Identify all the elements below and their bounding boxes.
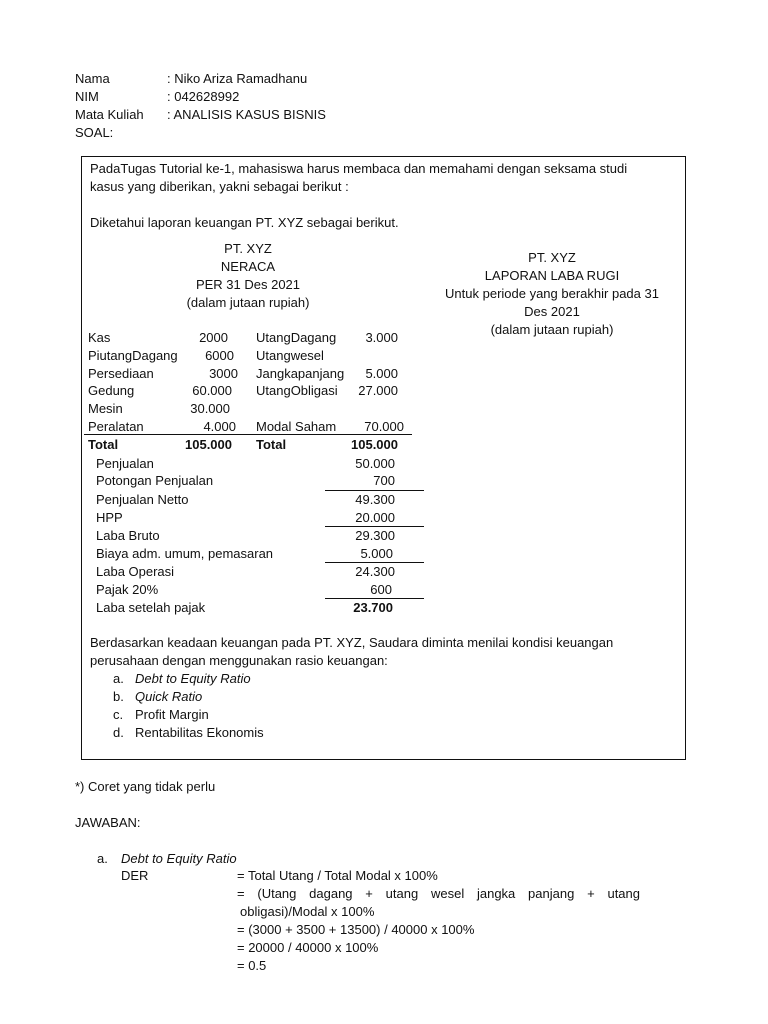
answer-title: Debt to Equity Ratio	[121, 851, 237, 866]
intro-line-1: PadaTugas Tutorial ke-1, mahasiswa harus membaca dan memahami dengan seksama studi	[90, 161, 628, 176]
asset-value: 30.000	[190, 401, 230, 416]
asset-label: Gedung	[88, 383, 135, 398]
income-value: 5.000	[360, 546, 393, 561]
task-line-1: Berdasarkan keadaan keuangan pada PT. XYZ, Saudara diminta menilai kondisi keuangan	[90, 635, 614, 650]
label-mata-kuliah: Mata Kuliah	[75, 107, 144, 122]
income-label: Biaya adm. umum, pemasaran	[96, 546, 274, 561]
balance-heading: NERACA	[220, 259, 276, 274]
asset-label: Persediaan	[88, 366, 154, 381]
asset-label: Kas	[88, 330, 111, 345]
income-label: HPP	[96, 510, 123, 525]
asset-label: Peralatan	[88, 419, 144, 434]
liability-value: 70.000	[364, 419, 404, 434]
formula-line: = (3000 + 3500 + 13500) / 40000 x 100%	[237, 922, 475, 937]
liability-value: 27.000	[358, 383, 398, 398]
asset-value: 3000	[209, 366, 238, 381]
income-label: Penjualan	[96, 456, 154, 471]
liability-value: 3.000	[365, 330, 398, 345]
footnote: *) Coret yang tidak perlu	[75, 779, 216, 794]
asset-value: 6000	[205, 348, 234, 363]
liability-value: 5.000	[365, 366, 398, 381]
divider	[84, 434, 412, 435]
income-label: Pajak 20%	[96, 582, 159, 597]
income-value: 24.300	[355, 564, 395, 579]
liability-label: Modal Saham	[256, 419, 337, 434]
income-label: Penjualan Netto	[96, 492, 189, 507]
income-label: Laba Bruto	[96, 528, 160, 543]
liability-label: Utangwesel	[256, 348, 324, 363]
income-heading: LAPORAN LABA RUGI	[484, 268, 620, 283]
ratio-name: Rentabilitas Ekonomis	[135, 725, 264, 740]
asset-value: 4.000	[203, 419, 236, 434]
liability-label: Jangkapanjang	[256, 366, 345, 381]
label-soal: SOAL:	[75, 125, 114, 140]
label-nim: NIM	[75, 89, 99, 104]
income-label: Laba Operasi	[96, 564, 175, 579]
balance-date: PER 31 Des 2021	[195, 277, 301, 292]
income-value: 20.000	[355, 510, 395, 525]
formula-line: obligasi)/Modal x 100%	[240, 904, 375, 919]
value-mata-kuliah: : ANALISIS KASUS BISNIS	[167, 107, 326, 122]
formula-line: = 20000 / 40000 x 100%	[237, 940, 379, 955]
answer-heading: JAWABAN:	[75, 815, 141, 830]
formula-line: = Total Utang / Total Modal x 100%	[237, 868, 438, 883]
income-company: PT. XYZ	[528, 250, 576, 265]
asset-value: 2000	[199, 330, 228, 345]
total-liabilities-label: Total	[256, 437, 287, 452]
income-period: Untuk periode yang berakhir pada 31	[445, 286, 659, 301]
task-line-2: perusahaan dengan menggunakan rasio keuangan:	[90, 653, 388, 668]
asset-label: Mesin	[88, 401, 123, 416]
liability-label: UtangDagang	[256, 330, 337, 345]
formula-line: = 0.5	[237, 958, 267, 973]
income-value: 700	[373, 473, 395, 488]
formula-line: = (Utang dagang + utang wesel jangka panjang + utang	[237, 886, 640, 901]
total-liabilities-value: 105.000	[351, 437, 398, 452]
income-value: 49.300	[355, 492, 395, 507]
value-nama: : Niko Ariza Ramadhanu	[167, 71, 308, 86]
asset-label: PiutangDagang	[88, 348, 178, 363]
ratio-letter: d.	[113, 725, 124, 740]
ratio-letter: c.	[113, 707, 124, 722]
label-nama: Nama	[75, 71, 110, 86]
ratio-name: Quick Ratio	[135, 689, 203, 704]
income-value: 23.700	[353, 600, 393, 615]
liability-label: UtangObligasi	[256, 383, 338, 398]
der-label: DER	[121, 868, 149, 883]
answer-letter: a.	[97, 851, 108, 866]
ratio-letter: b.	[113, 689, 124, 704]
ratio-name: Profit Margin	[135, 707, 209, 722]
asset-value: 60.000	[192, 383, 232, 398]
income-unit: (dalam jutaan rupiah)	[490, 322, 614, 337]
income-value: 50.000	[355, 456, 395, 471]
total-assets-value: 105.000	[185, 437, 232, 452]
ratio-letter: a.	[113, 671, 124, 686]
income-label: Potongan Penjualan	[96, 473, 214, 488]
intro-line-2: kasus yang diberikan, yakni sebagai berikut :	[90, 179, 349, 194]
income-value: 600	[370, 582, 392, 597]
income-period-end: Des 2021	[524, 304, 580, 319]
total-assets-label: Total	[88, 437, 119, 452]
balance-company: PT. XYZ	[224, 241, 272, 256]
known-statement: Diketahui laporan keuangan PT. XYZ sebagai berikut.	[90, 215, 399, 230]
income-value: 29.300	[355, 528, 395, 543]
income-label: Laba setelah pajak	[96, 600, 206, 615]
ratio-name: Debt to Equity Ratio	[135, 671, 251, 686]
balance-unit: (dalam jutaan rupiah)	[186, 295, 310, 310]
value-nim: : 042628992	[167, 89, 240, 104]
